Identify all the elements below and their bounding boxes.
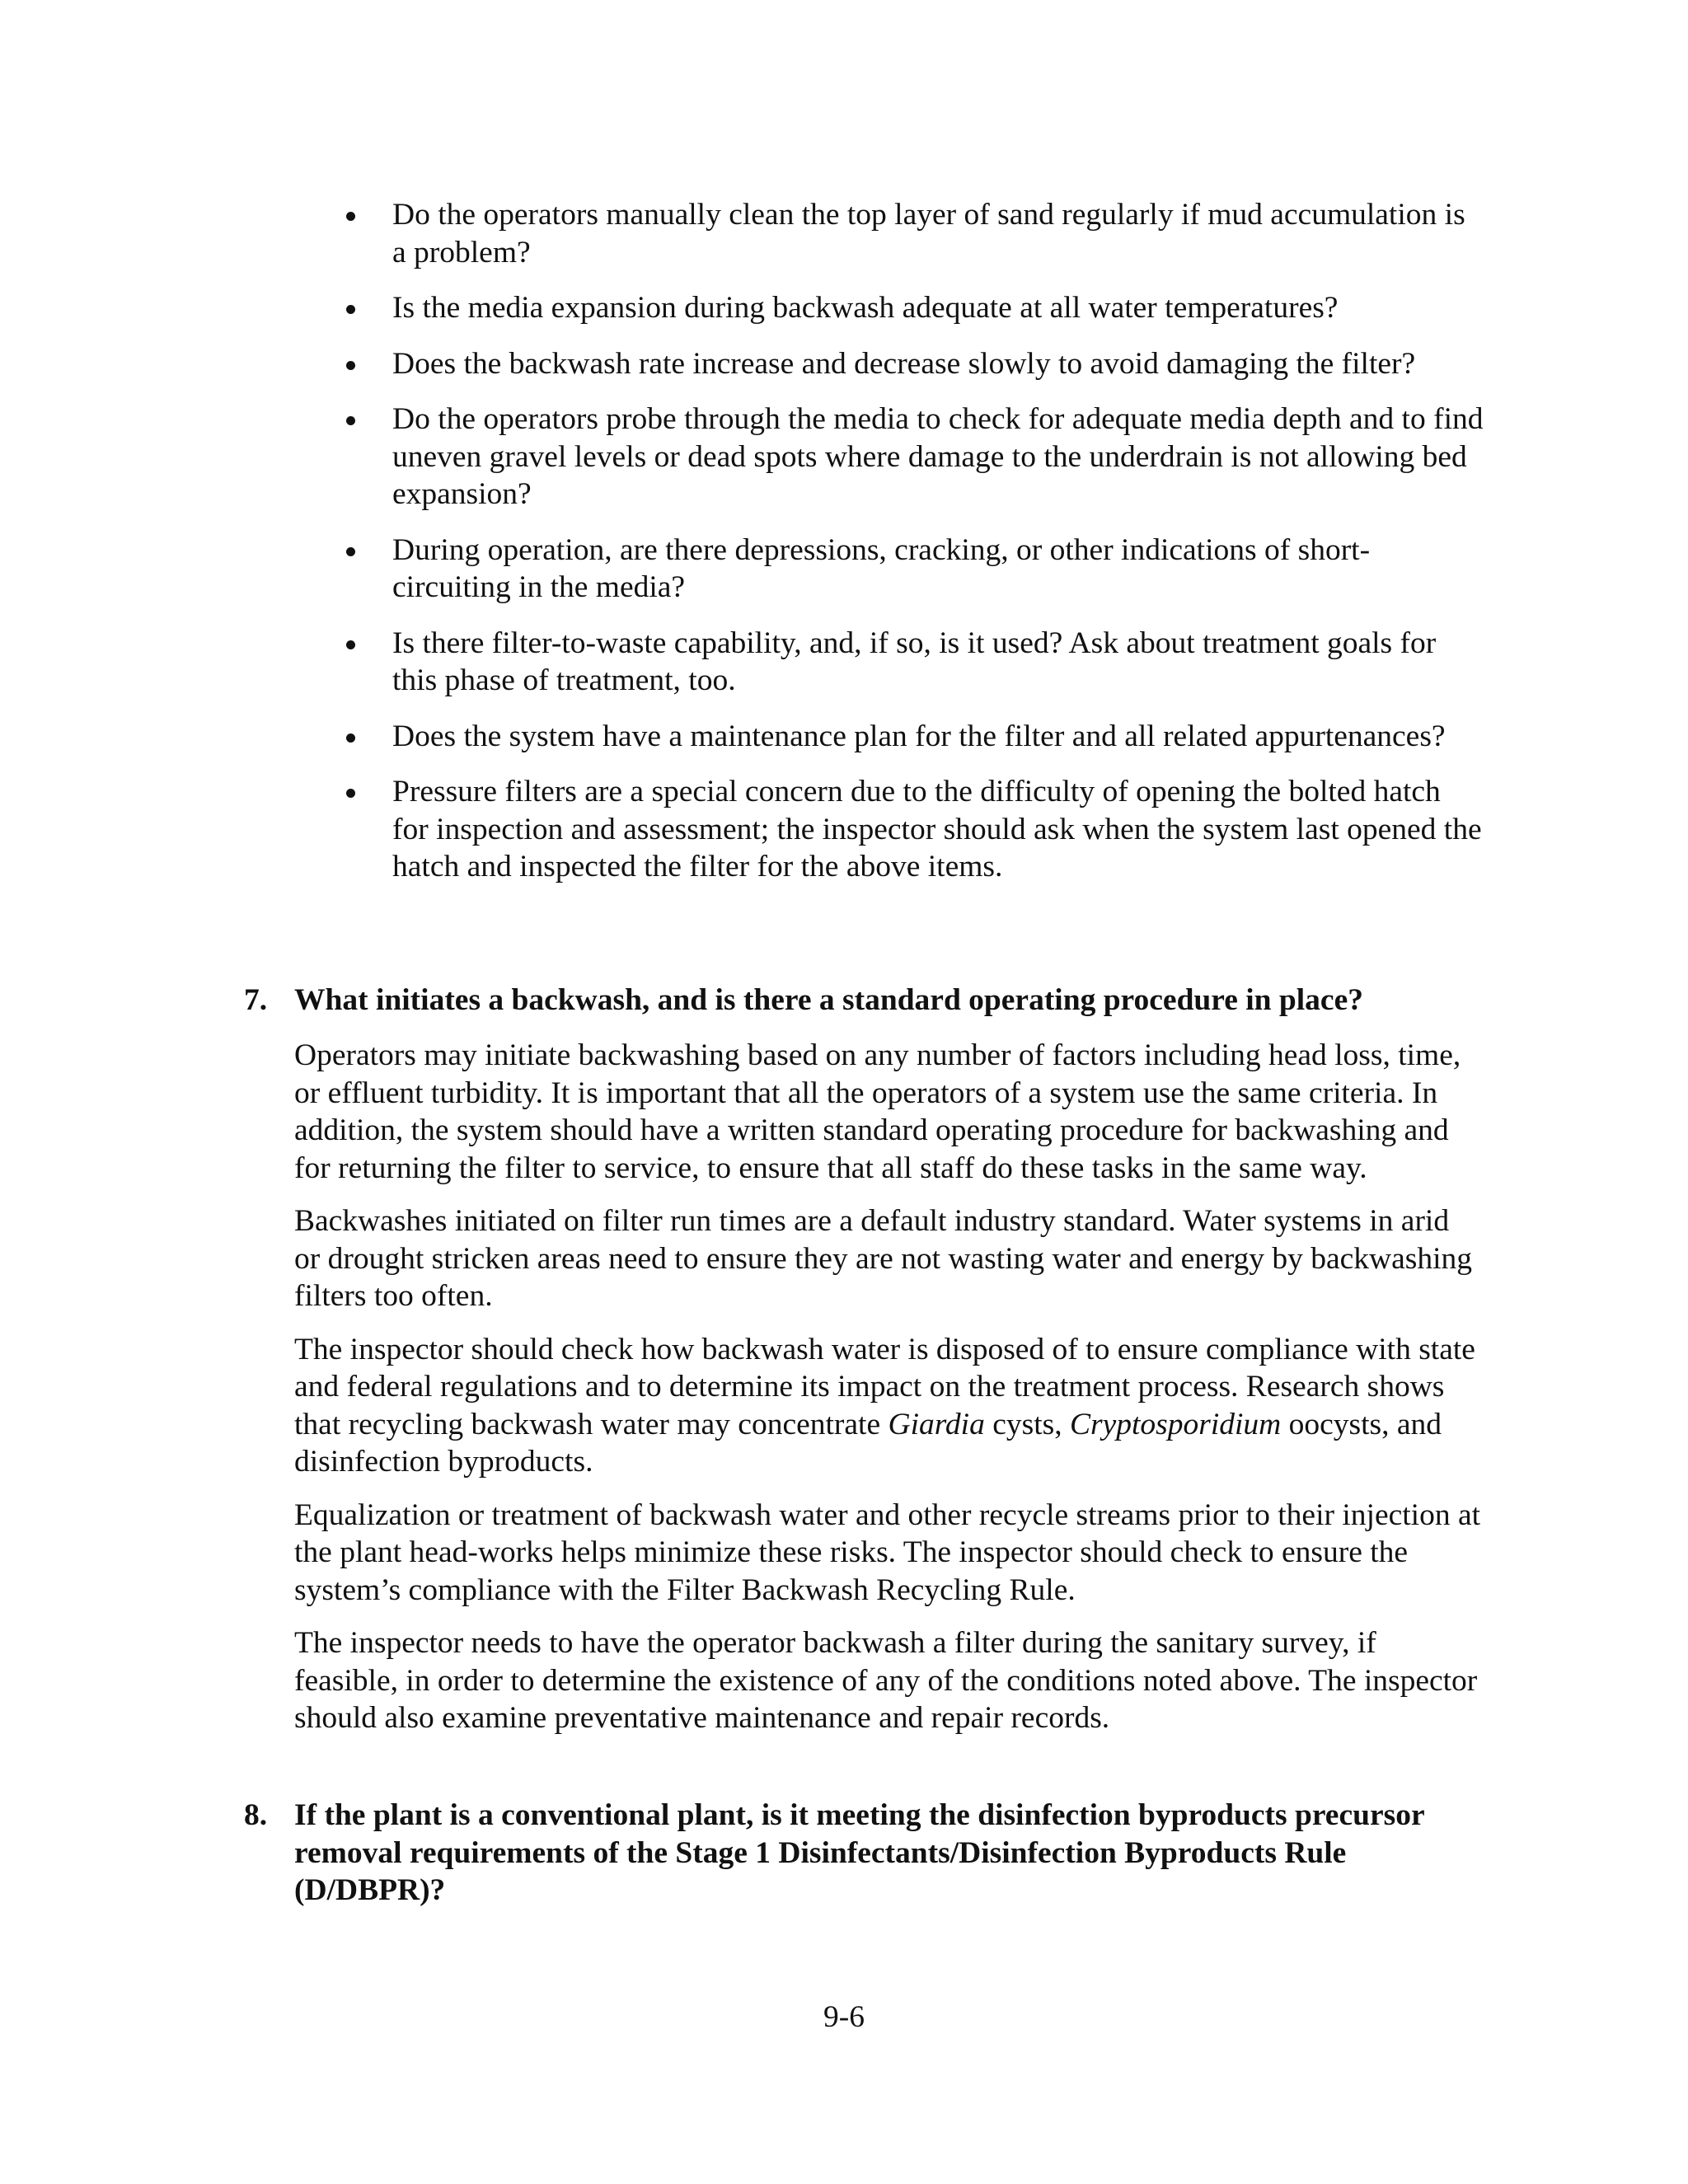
paragraph: Equalization or treatment of backwash water and other recycle streams prior to their injection at the plant head-works helps minimize these risks. The inspector should check to ensure the system’s compliance with the Filter Backwash Recycling Rule. (294, 1497, 1481, 1607)
paragraph (294, 1331, 1481, 1481)
bullet-item (330, 532, 1484, 607)
bullet-text: Do the operators probe through the media to check for adequate media depth and to find uneven gravel levels or dead spots where damage to the underdrain is not allowing bed expansion? (392, 402, 1484, 511)
bullet-icon (346, 547, 355, 556)
bullet-icon (346, 640, 355, 649)
bullet-icon (346, 361, 355, 370)
bullet-icon (346, 733, 355, 743)
answer-section (294, 1037, 1481, 1753)
bullet-item (330, 718, 1484, 756)
bullet-item (330, 345, 1484, 383)
bullet-icon (346, 789, 355, 798)
bullet-item (330, 625, 1484, 700)
question-8-heading (244, 1797, 1480, 1910)
paragraph: The inspector needs to have the operator backwash a filter during the sanitary survey, if feasible, in order to determine the existence of any of the conditions noted above. The inspector should also examine preventative maintenance and repair records. (294, 1626, 1478, 1735)
bullet-icon (346, 212, 355, 221)
bullet-text: Does the system have a maintenance plan for the filter and all related appurtenances? (392, 719, 1446, 753)
italic-term: Cryptosporidium (1069, 1407, 1282, 1441)
text-run: cysts, (984, 1407, 1070, 1441)
text-run: oocysts, and disinfection byproducts. (294, 1407, 1442, 1479)
bullet-item (330, 401, 1484, 513)
bullet-text: Does the backwash rate increase and decrease slowly to avoid damaging the filter? (392, 346, 1416, 381)
paragraph: Operators may initiate backwashing based on any number of factors including head loss, time, or effluent turbidity. It is important that all the operators of a system use the same criteria. In addition, the system should have a written standard operating procedure for backwashing and for returning the filter to service, to ensure that all staff do these tasks in the same way. (294, 1038, 1461, 1185)
bullet-text: Pressure filters are a special concern due to the difficulty of opening the bolted hatch for inspection and assessment; the inspector should ask when the system last opened the hatch and inspected the filter for the above items. (392, 775, 1482, 883)
bullet-text: During operation, are there depressions, cracking, or other indications of short-circuiting in the media? (392, 532, 1371, 604)
bullet-item (330, 196, 1484, 271)
italic-term: Giardia (888, 1407, 985, 1441)
bullet-item (330, 289, 1484, 327)
question-text: What initiates a backwash, and is there a standard operating procedure in place? (294, 983, 1363, 1017)
bullet-item (330, 773, 1484, 886)
bullet-list (330, 196, 1484, 904)
bullet-text: Do the operators manually clean the top layer of sand regularly if mud accumulation is a problem? (392, 198, 1465, 269)
bullet-text: Is the media expansion during backwash adequate at all water temperatures? (392, 291, 1339, 325)
question-number: 7. (244, 983, 268, 1017)
question-number: 8. (244, 1798, 268, 1832)
page-number: 9-6 (823, 2000, 865, 2034)
text-run: The inspector should check how backwash water is disposed of to ensure compliance with state and federal regulations and to determine its impact on the treatment process. Research shows that recycling backwash water may concentrate (294, 1332, 1475, 1441)
question-7-heading (244, 982, 1480, 1019)
bullet-text: Is there filter-to-waste capability, and, if so, is it used? Ask about treatment goals for this phase of treatment, too. (392, 626, 1437, 697)
bullet-icon (346, 305, 355, 314)
question-text: If the plant is a conventional plant, is it meeting the disinfection byproducts precursor removal requirements of the Stage 1 Disinfectants/Disinfection Byproducts Rule (D/DBPR)? (294, 1798, 1424, 1907)
bullet-icon (346, 416, 355, 425)
paragraph: Backwashes initiated on filter run times are a default industry standard. Water systems in arid or drought stricken areas need to ensure they are not wasting water and energy by backwashing filters too often. (294, 1204, 1473, 1313)
